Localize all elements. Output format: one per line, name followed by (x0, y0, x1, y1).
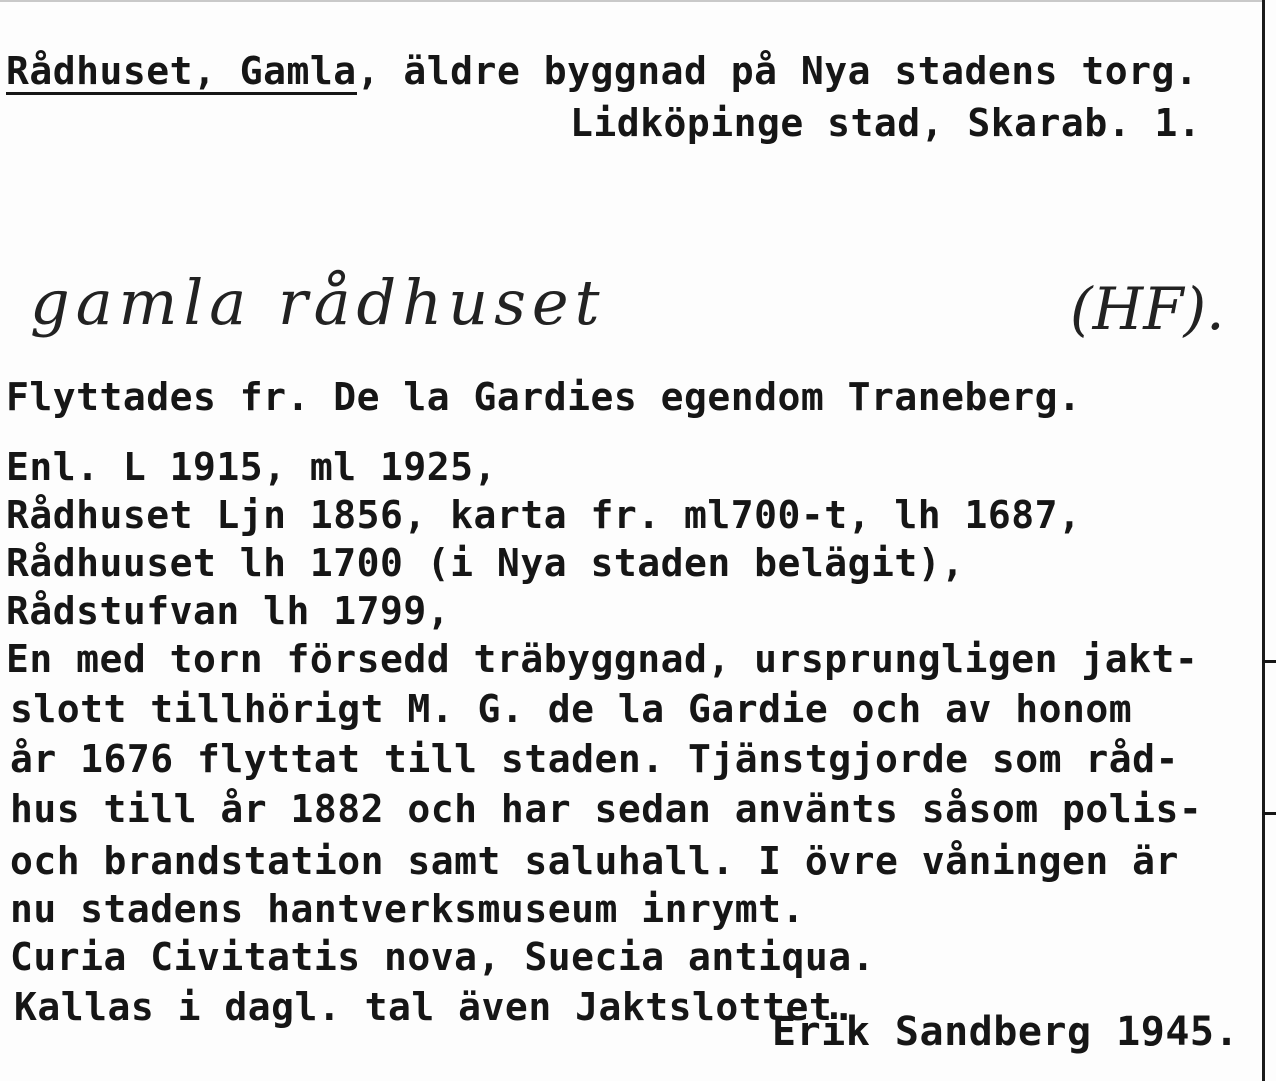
description-line-5: och brandstation samt saluhall. I övre våningen är (10, 839, 1179, 883)
heading-description: , äldre byggnad på Nya stadens torg. (356, 49, 1199, 93)
source-line-4: Rådstufvan lh 1799, (6, 589, 451, 633)
moved-line: Flyttades fr. De la Gardies egendom Traneberg. (6, 375, 1082, 419)
called-line: Kallas i dagl. tal även Jaktslottet. (14, 985, 856, 1029)
description-line-2: slott tillhörigt M. G. de la Gardie och av honom (10, 687, 1133, 731)
card-right-edge (1262, 0, 1265, 1081)
signature: Erik Sandberg 1945. (772, 1009, 1240, 1055)
margin-tick-2 (1262, 812, 1276, 815)
latin-line: Curia Civitatis nova, Suecia antiqua. (10, 935, 875, 979)
location-line: Lidköpinge stad, Skarab. 1. (570, 101, 1202, 145)
heading-subject: Rådhuset, Gamla (6, 49, 357, 93)
card-top-edge (0, 0, 1262, 2)
description-line-4: hus till år 1882 och har sedan använts såsom polis- (10, 787, 1203, 831)
description-line-6: nu stadens hantverksmuseum inrymt. (10, 887, 805, 931)
margin-tick-1 (1262, 660, 1276, 663)
handwritten-tag: (HF). (1070, 275, 1225, 343)
description-line-3: år 1676 flyttat till staden. Tjänstgjorde som råd- (10, 737, 1179, 781)
source-line-3: Rådhuuset lh 1700 (i Nya staden belägit), (6, 541, 965, 585)
card-heading (6, 49, 1199, 95)
handwritten-name: gamla rådhuset (30, 266, 606, 339)
description-line-1: En med torn försedd träbyggnad, ursprungligen jakt- (6, 637, 1199, 681)
source-line-1: Enl. L 1915, ml 1925, (6, 445, 497, 489)
source-line-2: Rådhuset Ljn 1856, karta fr. ml700-t, lh 1687, (6, 493, 1082, 537)
